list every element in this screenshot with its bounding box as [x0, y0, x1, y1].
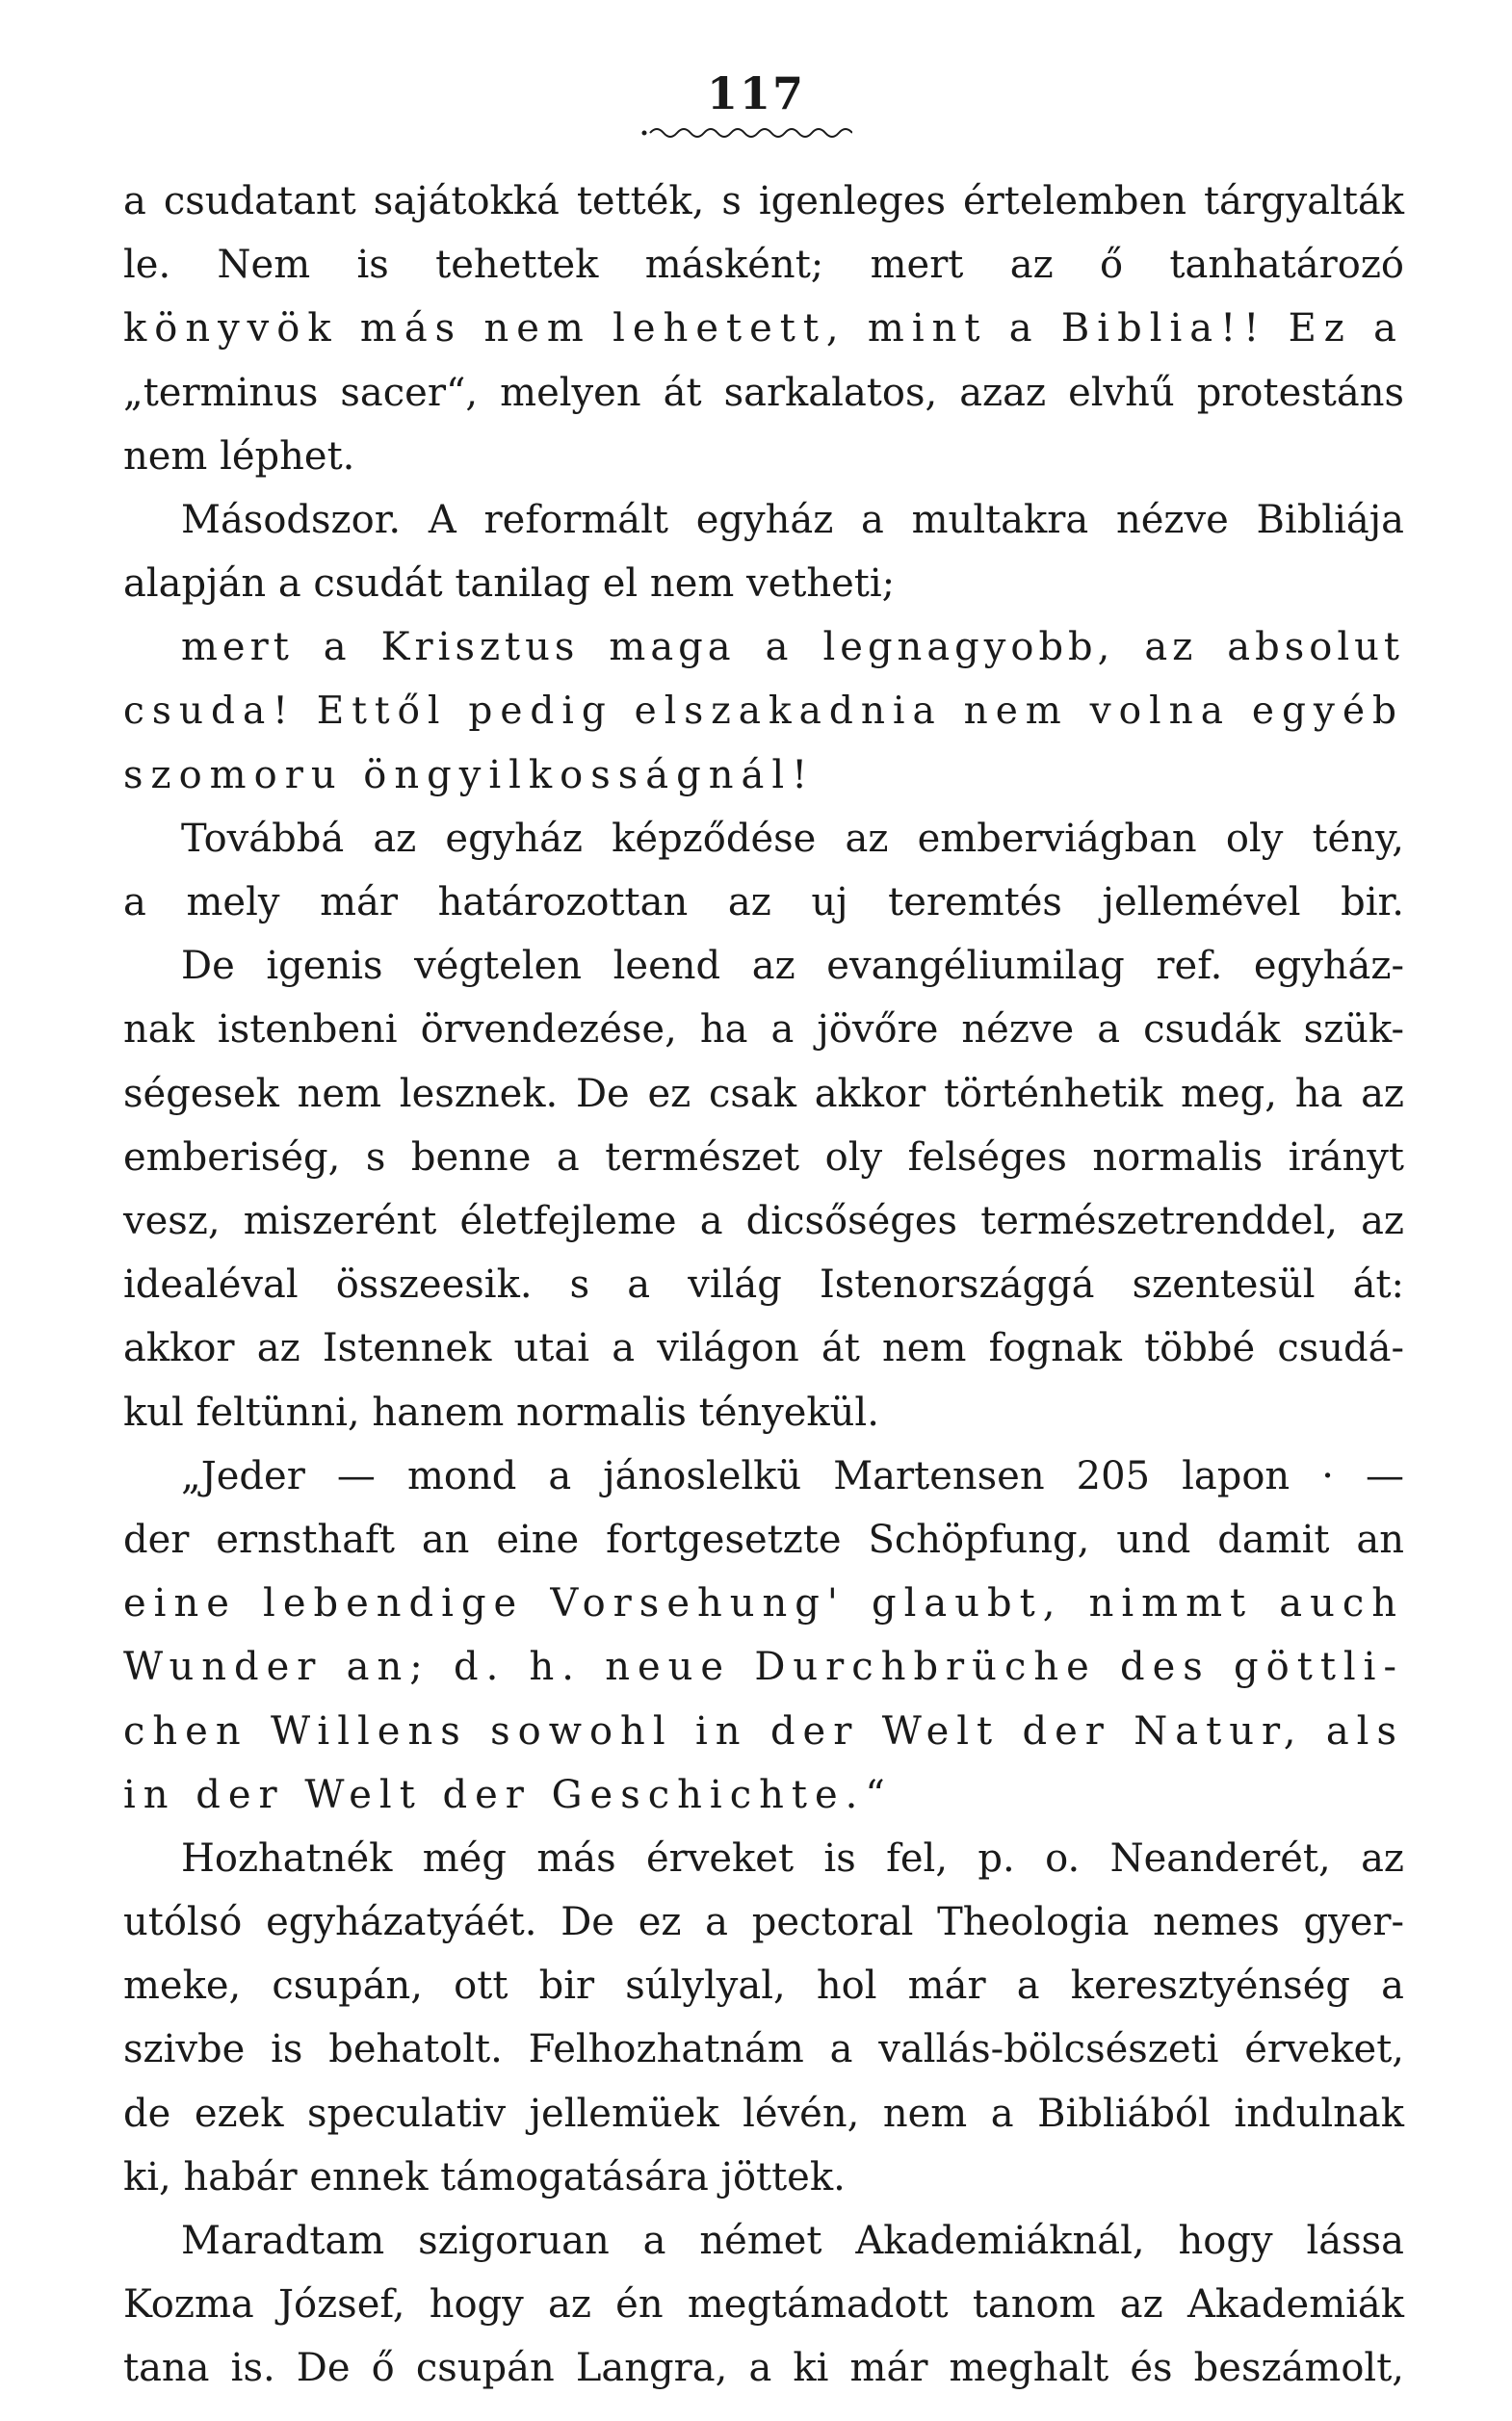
text-line: „terminus sacer“, melyen át sarkalatos, azaz elvhű protestáns — [123, 370, 1404, 415]
text-line: idealéval összeesik. s a világ Istenországgá szentesül át: — [123, 1263, 1404, 1308]
text-line: akkor az Istennek utai a világon át nem fognak többé csudá- — [123, 1326, 1404, 1371]
text-line: csuda! Ettől pedig elszakadnia nem volna egyéb — [123, 689, 1404, 733]
text-line: mert a Krisztus maga a legnagyobb, az absolut — [181, 625, 1404, 670]
text-line: könyvök más nem lehetett, mint a Biblia!! Ez a — [123, 306, 1404, 351]
text-line: Maradtam szigoruan a német Akademiáknál, hogy lássa — [181, 2219, 1404, 2263]
text-line: ségesek nem lesznek. De ez csak akkor történhetik meg, ha az — [123, 1071, 1404, 1116]
text-line: a mely már határozottan az uj teremtés jellemével bir. — [123, 880, 1404, 925]
text-line: de ezek speculativ jellemüek lévén, nem a Bibliából indulnak — [123, 2091, 1404, 2136]
text-line: Hozhatnék még más érveket is fel, p. o. Neanderét, az — [181, 1835, 1404, 1881]
text-line: alapján a csudát tanilag el nem vetheti; — [123, 561, 896, 607]
text-line: Továbbá az egyház képződése az emberviágban oly tény, — [181, 816, 1404, 861]
text-line: tana is. De ő csupán Langra, a ki már meghalt és beszámolt, — [123, 2346, 1404, 2391]
text-line: ki, habár ennek támogatására jöttek. — [123, 2154, 846, 2200]
decorative-wave-rule — [640, 123, 852, 141]
text-line: in der Welt der Geschichte.“ — [123, 1772, 893, 1817]
text-line: nem léphet. — [123, 433, 355, 479]
text-line: chen Willens sowohl in der Welt der Natur, als — [123, 1708, 1404, 1754]
text-line: De igenis végtelen leend az evangéliumilag ref. egyház- — [181, 944, 1404, 989]
text-line: Wunder an; d. h. neue Durchbrüche des göttli- — [123, 1645, 1404, 1690]
text-line: a csudatant sajátokká tették, s igenleges értelemben tárgyalták — [123, 179, 1404, 223]
text-line: eine lebendige Vorsehung' glaubt, nimmt auch — [123, 1581, 1404, 1627]
text-line: „Jeder — mond a jánoslelkü Martensen 205 lapon · — — [181, 1453, 1404, 1498]
page-number: 117 — [706, 67, 806, 119]
text-line: nak istenbeni örvendezése, ha a jövőre nézve a csudák szük- — [123, 1007, 1404, 1053]
text-line: meke, csupán, ott bir súlylyal, hol már a keresztyénség a — [123, 1964, 1404, 2009]
text-line: Kozma József, hogy az én megtámadott tanom az Akademiák — [123, 2282, 1404, 2328]
text-line: vesz, miszerént életfejleme a dicsőséges természetrenddel, az — [123, 1199, 1404, 1243]
text-line: der ernsthaft an eine fortgesetzte Schöpfung, und damit an — [123, 1517, 1404, 1562]
text-line: utólsó egyházatyáét. De ez a pectoral Theologia nemes gyer- — [123, 1900, 1404, 1945]
text-line: emberiség, s benne a természet oly felséges normalis irányt — [123, 1134, 1404, 1180]
text-line: le. Nem is tehettek másként; mert az ő tanhatározó — [123, 243, 1404, 288]
text-line: Másodszor. A reformált egyház a multakra nézve Bibliája — [181, 497, 1404, 542]
text-line: szomoru öngyilkosságnál! — [123, 752, 816, 797]
text-line: kul feltünni, hanem normalis tényekül. — [123, 1390, 879, 1435]
text-line: szivbe is behatolt. Felhozhatnám a vallás-bölcsészeti érveket, — [123, 2027, 1404, 2072]
body-text — [123, 169, 1404, 2401]
